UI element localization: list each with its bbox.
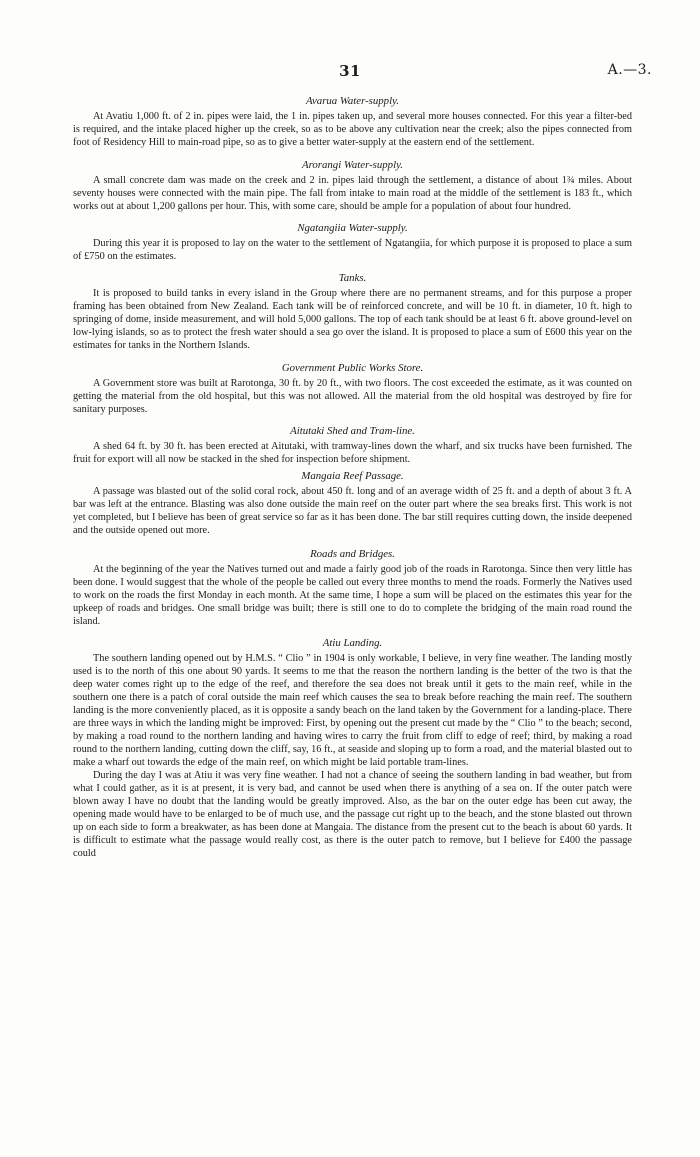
section-heading: Ngatangiia Water-supply. (297, 222, 408, 234)
section-mangaia-reef-passage (73, 469, 632, 537)
paragraph: The southern landing opened out by H.M.S. “ Clio ” in 1904 is only workable, I believe, in very fine weather. The landing mostly used is to the north of this one about 90 yards. It seems to me that the reason the northern landing is the better of the two is that the deep water comes right up to the edge of the reef, and therefore the sea does not break until it gets to the main reef, while in the southern one there is a patch of coral outside the main reef which causes the sea to break before reaching the main reef. The southern landing is the more conveniently placed, as it is opposite a sandy beach on the land taken by the Government for a landing-place. There are three ways in which the landing might be improved: First, by opening out the present cut made by the “ Clio ” to the beach; second, by making a road round to the northern landing and having wires to carry the fruit from cliff to edge of reef; third, by making a road round to the northern landing, cutting down the cliff, say, 16 ft., at seaside and sloping up to form a road, and the material blasted out to make a wharf out towards the edge of the main reef, on which might be laid portable tram-lines. (73, 653, 632, 768)
section-heading: Roads and Bridges. (310, 548, 395, 560)
page-body (73, 94, 632, 860)
section-heading: Mangaia Reef Passage. (301, 470, 404, 482)
section-heading: Atiu Landing. (322, 637, 383, 649)
section-roads-and-bridges (73, 547, 632, 628)
section-avarua-water-supply (73, 94, 632, 149)
section-tanks (73, 271, 632, 352)
paragraph: A small concrete dam was made on the creek and 2 in. pipes laid through the settlement, a distance of about 1¾ miles. About seventy houses were connected with the main pipe. The fall from intake to main road at the middle of the settlement is 183 ft., which works out at about 1,200 gallons per hour. This, with some care, should be ample for a population of about four hundred. (73, 175, 632, 212)
paragraph: During this year it is proposed to lay on the water to the settlement of Ngatangiia, for which purpose it is proposed to place a sum of £750 on the estimates. (73, 238, 632, 262)
page-header (0, 62, 700, 82)
section-heading: Avarua Water-supply. (306, 95, 399, 107)
section-aitutaki-shed (73, 424, 632, 466)
section-arorangi-water-supply (73, 158, 632, 213)
paragraph: At Avatiu 1,000 ft. of 2 in. pipes were laid, the 1 in. pipes taken up, and several more houses connected. For this year a filter-bed is required, and the intake placed higher up the creek, so as to be above any cultivation near the creek; also the pipes connected from foot of Residency Hill to main-road pipe, so as to give a better water-supply at the eastern end of the settlement. (73, 111, 632, 148)
section-ngatangiia-water-supply (73, 221, 632, 263)
section-heading: Aitutaki Shed and Tram-line. (290, 425, 415, 437)
section-atiu-landing (73, 636, 632, 860)
page-number: 31 (339, 62, 361, 80)
paragraph: It is proposed to build tanks in every island in the Group where there are no permanent streams, and for this purpose a proper framing has been obtained from New Zealand. Each tank will be of reinforced concrete, and will be 10 ft. in diameter, 10 ft. high to springing of dome, inside measurement, and will hold 5,000 gallons. The top of each tank should be at least 6 ft. above ground-level on low-lying islands, so as to protect the fresh water should a sea go over the island. It is proposed to place a sum of £600 this year on the estimates for tanks in the Northern Islands. (73, 288, 632, 351)
section-heading: Government Public Works Store. (281, 362, 424, 374)
document-reference: A.—3. (607, 62, 652, 78)
section-heading: Tanks. (338, 272, 367, 284)
paragraph: A passage was blasted out of the solid coral rock, about 450 ft. long and of an average width of 25 ft. and a depth of about 3 ft. A bar was left at the entrance. Blasting was also done outside the main reef on the outer part where the sea breaks first. This work is not yet completed, but I believe has been of great service so far as it has been done. The bar still requires cutting down, the inside deepened and the outside opened out more. (73, 486, 632, 536)
paragraph: At the beginning of the year the Natives turned out and made a fairly good job of the roads in Rarotonga. Since then very little has been done. I would suggest that the whole of the people be called out every three months to mend the roads. Formerly the Natives used to work on the roads the first Monday in each month. At the same time, I hope a sum will be placed on the estimates this year for the upkeep of roads and bridges. One small bridge was built; there is still one to do to complete the bridging of the main road round the island. (73, 564, 632, 627)
paragraph: A shed 64 ft. by 30 ft. has been erected at Aitutaki, with tramway-lines down the wharf, and six trucks have been furnished. The fruit for export will all now be stacked in the shed for inspection before shipment. (73, 441, 632, 465)
section-government-public-works-store (73, 361, 632, 416)
paragraph: A Government store was built at Rarotonga, 30 ft. by 20 ft., with two floors. The cost exceeded the estimate, as it was counted on getting the material from the old hospital, but this was not allowed. All the material from the old hospital was destroyed by fire for sanitary purposes. (73, 378, 632, 415)
paragraph: During the day I was at Atiu it was very fine weather. I had not a chance of seeing the southern landing in bad weather, but from what I could gather, as it is at present, it is very bad, and cannot be used when there is anything of a sea on. If the outer patch were blown away I have no doubt that the landing would be greatly improved. Also, as the bar on the outer edge has been cut away, the opening made would have to be enlarged to be of much use, and the passage cut right up to the beach, and the stone blasted out thrown up on each side to form a breakwater, as has been done at Mangaia. The distance from the present cut to the beach is about 60 yards. It is difficult to estimate what the passage would really cost, as there is the outer patch to remove, but I believe for £400 the passage could (73, 770, 632, 859)
section-heading: Arorangi Water-supply. (302, 159, 403, 171)
